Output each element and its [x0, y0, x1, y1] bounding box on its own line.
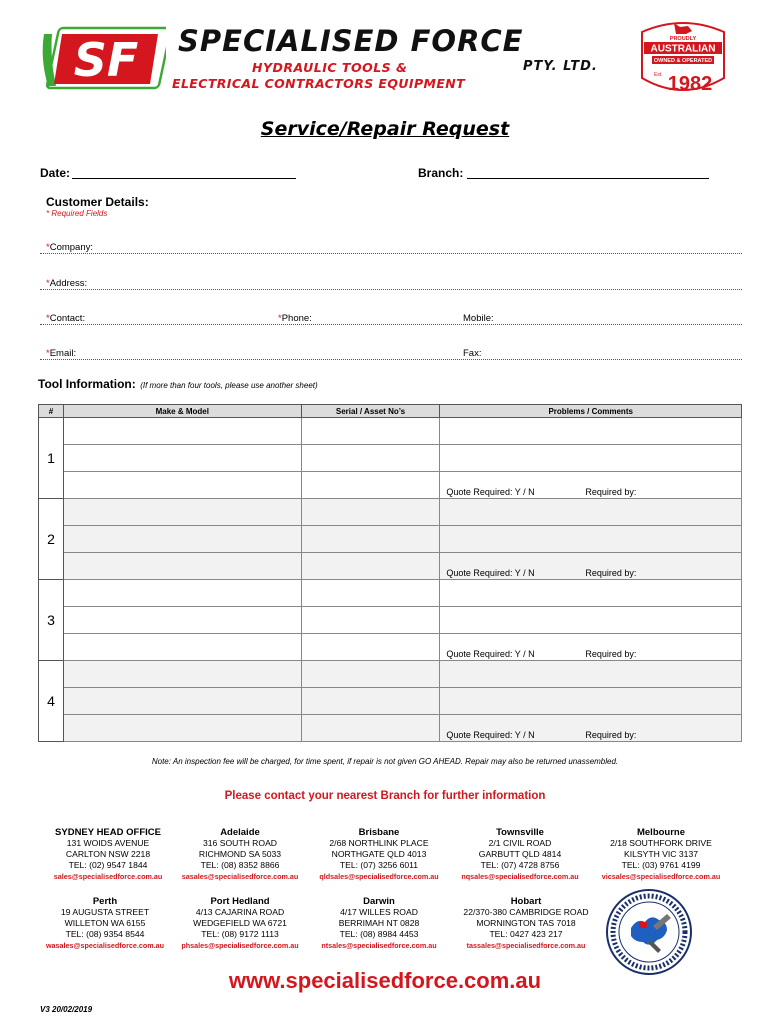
branch-port-hedland: Port Hedland 4/13 CAJARINA ROAD WEDGEFIELD WA 6721 TEL: (08) 9172 1113 phsales@specialisedforce.com.au — [165, 896, 315, 951]
make-model-cell[interactable] — [63, 715, 301, 742]
branch-email-link[interactable]: vicsales@specialisedforce.com.au — [601, 872, 721, 881]
tool-table — [38, 404, 742, 742]
serial-cell[interactable] — [301, 445, 440, 472]
inspection-fee-note: Note: An inspection fee will be charged, for time spent, if repair is not given GO AHEAD. Repair may also be returned unassembled. — [151, 757, 619, 766]
svg-text:OWNED & OPERATED: OWNED & OPERATED — [653, 58, 713, 64]
make-model-cell[interactable] — [63, 688, 301, 715]
required-by-label: Required by: — [585, 568, 637, 578]
svg-text:AUSTRALIAN: AUSTRALIAN — [650, 43, 716, 55]
serial-cell[interactable] — [301, 499, 440, 526]
serial-cell[interactable] — [301, 553, 440, 580]
date-field[interactable] — [72, 178, 296, 179]
problems-cell[interactable] — [440, 499, 742, 526]
svg-text:Est.: Est. — [654, 72, 663, 78]
make-model-cell[interactable] — [63, 580, 301, 607]
branch-email-link[interactable]: wasales@specialisedforce.com.au — [45, 941, 165, 950]
branch-sydney: SYDNEY HEAD OFFICE 131 WOIDS AVENUE CARLTON NSW 2218 TEL: (02) 9547 1844 sales@specialisedforce.com.au — [33, 827, 183, 882]
brand-tagline-2: ELECTRICAL CONTRACTORS EQUIPMENT — [172, 76, 466, 91]
branch-perth: Perth 19 AUGUSTA STREET WILLETON WA 6155 TEL: (08) 9354 8544 wasales@specialisedforce.com.au — [30, 896, 180, 951]
phone-label: *Phone: — [278, 313, 312, 324]
tool-number-2: 2 — [39, 499, 64, 580]
svg-text:1982: 1982 — [667, 73, 713, 95]
required-by-label: Required by: — [585, 487, 637, 497]
serial-cell[interactable] — [301, 418, 440, 445]
customer-details-heading: Customer Details: — [46, 195, 149, 209]
branch-brisbane: Brisbane 2/68 NORTHLINK PLACE NORTHGATE QLD 4013 TEL: (07) 3256 6011 qldsales@specialisedforce.com.au — [304, 827, 454, 882]
branch-hobart: Hobart 22/370-380 CAMBRIDGE ROAD MORNINGTON TAS 7018 TEL: 0427 423 217 tassales@specialisedforce.com.au — [448, 896, 604, 951]
problems-cell[interactable] — [440, 445, 742, 472]
quote-cell[interactable] — [440, 472, 742, 499]
col-header-number: # — [39, 405, 64, 418]
serial-cell[interactable] — [301, 688, 440, 715]
tool-info-heading: Tool Information: (If more than four tools, please use another sheet) — [38, 377, 318, 391]
quote-required-label: Quote Required: Y / N — [446, 649, 535, 659]
svg-text:PROUDLY: PROUDLY — [669, 36, 697, 42]
fax-label: Fax: — [463, 348, 482, 359]
make-model-cell[interactable] — [63, 607, 301, 634]
make-model-cell[interactable] — [63, 634, 301, 661]
quote-cell[interactable] — [440, 715, 742, 742]
address-label: *Address: — [46, 278, 88, 289]
company-label: *Company: — [46, 242, 94, 253]
branch-adelaide: Adelaide 316 SOUTH ROAD RICHMOND SA 5033 TEL: (08) 8352 8866 sasales@specialisedforce.com.au — [165, 827, 315, 882]
contact-phone-mobile-field[interactable] — [40, 324, 742, 325]
branch-email-link[interactable]: sasales@specialisedforce.com.au — [181, 872, 299, 881]
serial-cell[interactable] — [301, 634, 440, 661]
make-model-cell[interactable] — [63, 499, 301, 526]
col-header-make-model: Make & Model — [63, 405, 301, 418]
problems-cell[interactable] — [440, 526, 742, 553]
website-link[interactable]: www.specialisedforce.com.au — [228, 968, 542, 993]
problems-cell[interactable] — [440, 661, 742, 688]
branch-email-link[interactable]: sales@specialisedforce.com.au — [53, 872, 163, 881]
quote-required-label: Quote Required: Y / N — [446, 730, 535, 740]
problems-cell[interactable] — [440, 418, 742, 445]
email-label: *Email: — [46, 348, 77, 359]
required-by-label: Required by: — [585, 730, 637, 740]
branch-email-link[interactable]: phsales@specialisedforce.com.au — [181, 941, 299, 950]
col-header-serial: Serial / Asset No’s — [301, 405, 440, 418]
branch-melbourne: Melbourne 2/18 SOUTHFORK DRIVE KILSYTH VIC 3137 TEL: (03) 9761 4199 vicsales@specialisedforce.com.au — [586, 827, 736, 882]
problems-cell[interactable] — [440, 580, 742, 607]
quote-cell[interactable] — [440, 634, 742, 661]
tool-number-1: 1 — [39, 418, 64, 499]
email-fax-field[interactable] — [40, 359, 742, 360]
quote-required-label: Quote Required: Y / N — [446, 487, 535, 497]
tool-number-4: 4 — [39, 661, 64, 742]
contact-heading: Please contact your nearest Branch for further information — [224, 790, 546, 802]
address-field[interactable] — [40, 289, 742, 290]
branch-email-link[interactable]: tassales@specialisedforce.com.au — [466, 941, 586, 950]
serial-cell[interactable] — [301, 526, 440, 553]
contact-label: *Contact: — [46, 313, 86, 324]
date-label: Date: — [40, 166, 71, 180]
required-by-label: Required by: — [585, 649, 637, 659]
branch-email-link[interactable]: ntsales@specialisedforce.com.au — [321, 941, 437, 950]
sf-logo-icon — [38, 24, 166, 94]
page-title: Service/Repair Request — [260, 118, 510, 140]
make-model-cell[interactable] — [63, 526, 301, 553]
make-model-cell[interactable] — [63, 445, 301, 472]
serial-cell[interactable] — [301, 715, 440, 742]
branch-darwin: Darwin 4/17 WILLES ROAD BERRIMAH NT 0828 TEL: (08) 8984 4453 ntsales@specialisedforce.com.au — [304, 896, 454, 951]
col-header-problems: Problems / Comments — [440, 405, 742, 418]
brand-name: SPECIALISED FORCE — [178, 24, 524, 58]
brand-pty: PTY. LTD. — [523, 59, 598, 74]
problems-cell[interactable] — [440, 607, 742, 634]
branch-label: Branch: — [418, 166, 464, 180]
australian-owned-badge-icon — [638, 20, 728, 98]
serial-cell[interactable] — [301, 472, 440, 499]
serial-cell[interactable] — [301, 661, 440, 688]
make-model-cell[interactable] — [63, 418, 301, 445]
problems-cell[interactable] — [440, 688, 742, 715]
quote-cell[interactable] — [440, 553, 742, 580]
branch-email-link[interactable]: nqsales@specialisedforce.com.au — [461, 872, 579, 881]
make-model-cell[interactable] — [63, 472, 301, 499]
branch-townsville: Townsville 2/1 CIVIL ROAD GARBUTT QLD 4814 TEL: (07) 4728 8756 nqsales@specialisedforce.com.au — [445, 827, 595, 882]
required-fields-note: * Required Fields — [46, 209, 108, 218]
serial-cell[interactable] — [301, 607, 440, 634]
tool-number-3: 3 — [39, 580, 64, 661]
company-field[interactable] — [40, 253, 742, 254]
quote-required-label: Quote Required: Y / N — [446, 568, 535, 578]
version-label: V3 20/02/2019 — [40, 1005, 93, 1014]
serial-cell[interactable] — [301, 580, 440, 607]
svg-text:SF: SF — [73, 33, 139, 87]
australian-made-seal-icon — [605, 888, 693, 976]
brand-tagline-1: HYDRAULIC TOOLS & — [252, 60, 408, 75]
mobile-label: Mobile: — [463, 313, 494, 324]
make-model-cell[interactable] — [63, 661, 301, 688]
branch-field[interactable] — [467, 178, 709, 179]
make-model-cell[interactable] — [63, 553, 301, 580]
branch-email-link[interactable]: qldsales@specialisedforce.com.au — [319, 872, 439, 881]
